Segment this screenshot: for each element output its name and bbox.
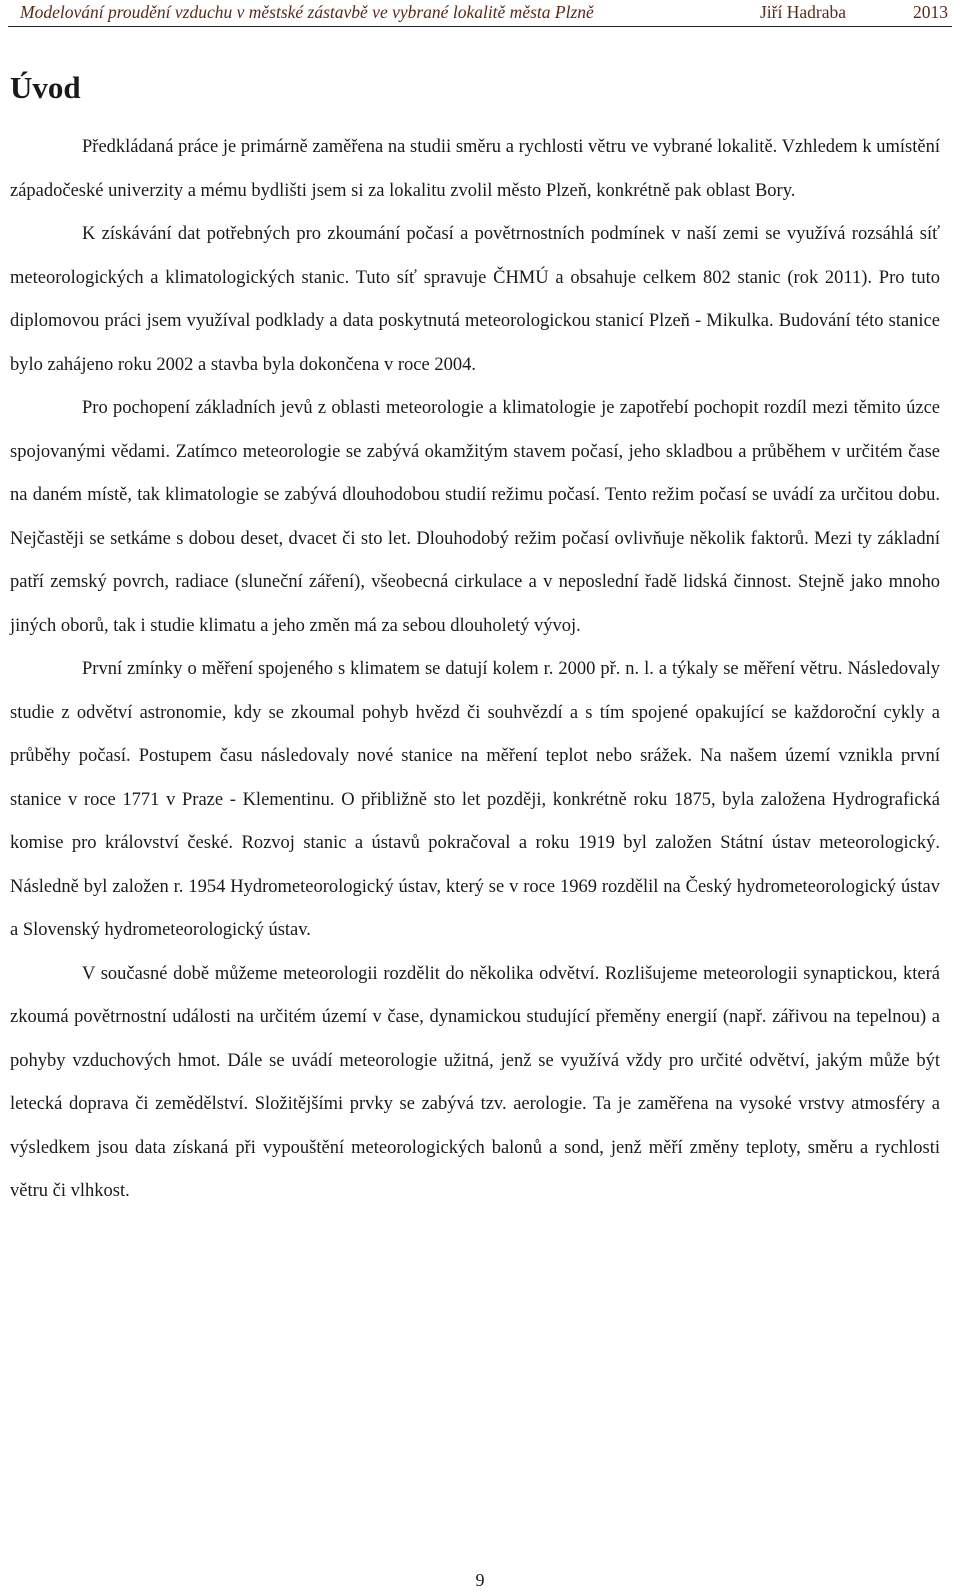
body-text (10, 126, 940, 1214)
paragraph-meteorology-vs-climatology: Pro pochopení základních jevů z oblasti meteorologie a klimatologie je zapotřebí pochopit rozdíl mezi těmito úzce spojovanými vědami. Zatímco meteorologie se zabývá okamžitým stavem počasí, jeho skladbou a průběhem v určitém čase na daném místě, tak klimatologie se zabývá dlouhodobou studií režimu počasí. Tento režim počasí se uvádí za určitou dobu. Nejčastěji se setkáme s dobou deset, dvacet či sto let. Dlouhodobý režim počasí ovlivňuje několik faktorů. Mezi ty základní patří zemský povrch, radiace (sluneční záření), všeobecná cirkulace a v neposlední řadě lidská činnost. Stejně jako mnoho jiných oborů, tak i studie klimatu a jeho změn má za sebou dlouholetý vývoj. (10, 398, 940, 636)
paragraph-stations: K získávání dat potřebných pro zkoumání počasí a povětrnostních podmínek v naší zemi se využívá rozsáhlá síť meteorologických a klimatologických stanic. Tuto síť spravuje ČHMÚ a obsahuje celkem 802 stanic (rok 2011). Pro tuto diplomovou práci jsem využíval podklady a data poskytnutá meteorologickou stanicí Plzeň - Mikulka. Budování této stanice bylo zahájeno roku 2002 a stavba byla dokončena v roce 2004. (10, 224, 940, 375)
page-number: 9 (475, 1570, 485, 1590)
header-title: Modelování proudění vzduchu v městské zástavbě ve vybrané lokalitě města Plzně (20, 2, 594, 22)
running-header (8, 0, 952, 27)
paragraph-history: První zmínky o měření spojeného s klimatem se datují kolem r. 2000 př. n. l. a týkaly se měření větru. Následovaly studie z odvětví astronomie, kdy se zkoumal pohyb hvězd či souhvězdí a s tím spojené opakující se každoroční cykly a průběhy počasí. Postupem času následovaly nové stanice na měření teplot nebo srážek. Na našem území vznikla první stanice v roce 1771 v Praze - Klementinu. O přibližně sto let později, konkrétně roku 1875, byla založena Hydrografická komise pro království české. Rozvoj stanic a ústavů pokračoval a roku 1919 byl založen Státní ústav meteorologický. Následně byl založen r. 1954 Hydrometeorologický ústav, který se v roce 1969 rozdělil na Český hydrometeorologický ústav a Slovenský hydrometeorologický ústav. (10, 659, 940, 940)
header-year: 2013 (913, 2, 948, 22)
section-heading: Úvod (10, 70, 81, 105)
paragraph-branches: V současné době můžeme meteorologii rozdělit do několika odvětví. Rozlišujeme meteorologii synaptickou, která zkoumá povětrnostní události na určitém území v čase, dynamickou studující přeměny energií (např. zářivou na tepelnou) a pohyby vzduchových hmot. Dále se uvádí meteorologie užitná, jenž se využívá vždy pro určité odvětví, jakým může být letecká doprava či zemědělství. Složitějšími prvky se zabývá tzv. aerologie. Ta je zaměřena na vysoké vrstvy atmosféry a výsledkem jsou data získaná při vypouštění meteorologických balonů a sond, jenž měří změny teploty, směru a rychlosti větru či vlhkost. (10, 963, 940, 1201)
paragraph-intro: Předkládaná práce je primárně zaměřena na studii směru a rychlosti větru ve vybrané lokalitě. Vzhledem k umístění západočeské univerzity a mému bydlišti jsem si za lokalitu zvolil město Plzeň, konkrétně pak oblast Bory. (10, 137, 940, 201)
header-author: Jiří Hadraba (760, 2, 847, 22)
